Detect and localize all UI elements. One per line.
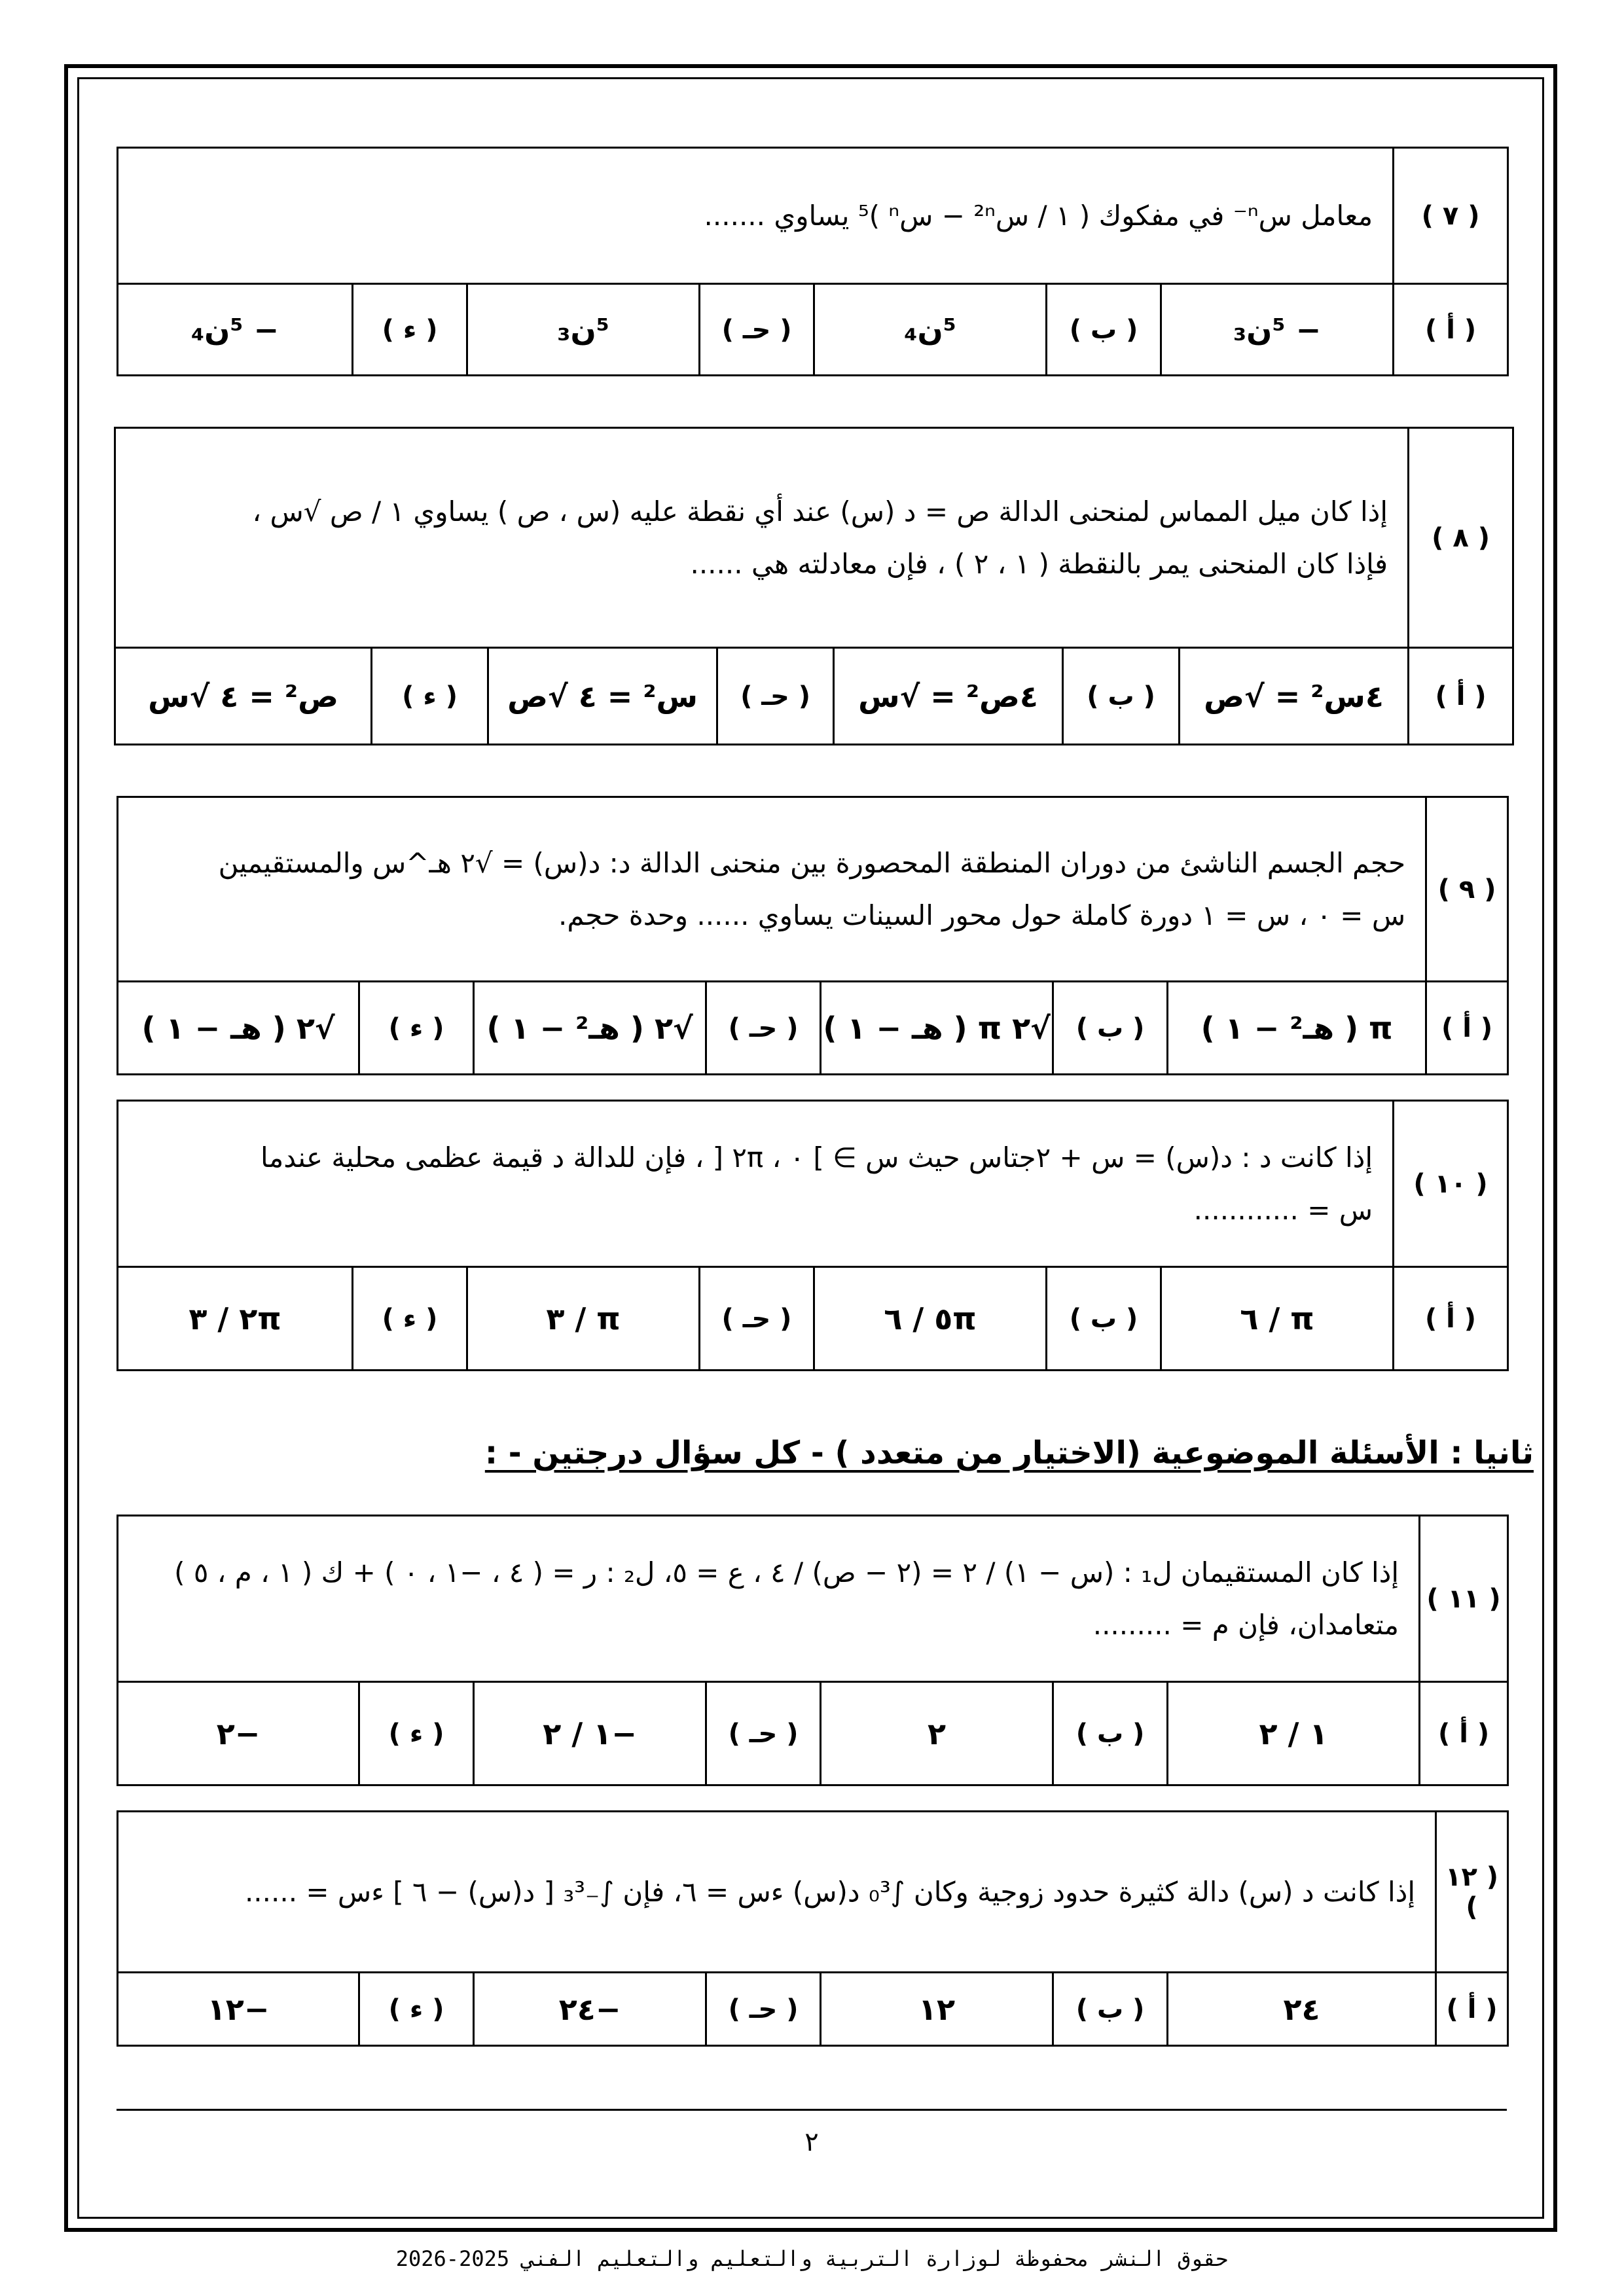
stem-line-2: س = ............ <box>1193 1193 1373 1226</box>
option-a[interactable]: ٤س² = √ص <box>1180 648 1409 745</box>
option-label-d: ( ء ) <box>359 982 474 1075</box>
stem-line-1: حجم الجسم الناشئ من دوران المنطقة المحصورة بين منحنى الدالة د: د(س) = √٢ هـ^س والمستقيمين <box>218 846 1406 879</box>
option-label-a: ( أ ) <box>1420 1682 1508 1785</box>
option-d[interactable]: − ⁵ن₄ <box>118 284 353 376</box>
question-number: ( ٩ ) <box>1426 797 1508 982</box>
section-title: ثانيا : الأسئلة الموضوعية (الاختيار من متعدد ) - كل سؤال درجتين - : <box>484 1435 1534 1471</box>
stem-line-2: متعامدان، فإن م = ......... <box>1092 1608 1399 1641</box>
option-label-a: ( أ ) <box>1409 648 1513 745</box>
option-d[interactable]: √٢ ( هـ − ١ ) <box>118 982 359 1075</box>
stem-line-1: إذا كانت د : د(س) = س + ٢جتاس حيث س ∋ ] ٠ ، ٢π [ ، فإن للدالة د قيمة عظمى محلية عندما <box>260 1141 1373 1174</box>
copyright-notice: حقوق النشر محفوظة لوزارة التربية والتعليم والتعليم الفني 2025-2026 <box>395 2246 1229 2271</box>
option-label-c: ( حـ ) <box>700 1267 814 1371</box>
option-label-c: ( حـ ) <box>706 982 821 1075</box>
question-10 <box>117 1100 1509 1371</box>
option-label-b: ( ب ) <box>1053 1973 1168 2046</box>
option-label-d: ( ء ) <box>353 1267 467 1371</box>
option-label-c: ( حـ ) <box>717 648 834 745</box>
question-number: ( ١١ ) <box>1420 1516 1508 1682</box>
question-number: ( ١٢ ) <box>1436 1812 1508 1973</box>
option-label-a: ( أ ) <box>1394 1267 1508 1371</box>
option-b[interactable]: ٥π / ٦ <box>814 1267 1047 1371</box>
option-b[interactable]: ⁵ن₄ <box>814 284 1047 376</box>
option-label-c: ( حـ ) <box>706 1973 821 2046</box>
question-11 <box>117 1515 1509 1786</box>
question-stem <box>118 1101 1394 1267</box>
option-b[interactable]: ١٢ <box>821 1973 1053 2046</box>
footer-divider <box>117 2109 1507 2111</box>
option-label-c: ( حـ ) <box>706 1682 821 1785</box>
option-label-d: ( ء ) <box>359 1682 474 1785</box>
option-c[interactable]: √٢ ( هـ² − ١ ) <box>474 982 706 1075</box>
option-b[interactable]: √٢ π ( هـ − ١ ) <box>821 982 1053 1075</box>
option-label-b: ( ب ) <box>1063 648 1180 745</box>
option-label-b: ( ب ) <box>1053 982 1168 1075</box>
option-a[interactable]: π / ٦ <box>1161 1267 1394 1371</box>
option-d[interactable]: −٢ <box>118 1682 359 1785</box>
option-label-d: ( ء ) <box>353 284 467 376</box>
option-a[interactable]: ٢٤ <box>1168 1973 1436 2046</box>
question-stem <box>118 797 1426 982</box>
option-label-b: ( ب ) <box>1053 1682 1168 1785</box>
question-8 <box>114 427 1514 745</box>
question-stem <box>115 428 1409 648</box>
option-c[interactable]: π / ٣ <box>467 1267 700 1371</box>
option-label-b: ( ب ) <box>1047 1267 1161 1371</box>
stem-line-1: إذا كان المستقيمان ل₁ : (س − ١) / ٢ = (٢ − ص) / ٤ ، ع = ٥، ل₂ : ر = ( ٤ ، −١ ، ٠ ) + ك ( ١ ، م ، ٥ ) <box>174 1556 1399 1588</box>
option-a[interactable]: π ( هـ² − ١ ) <box>1168 982 1426 1075</box>
question-number: ( ٨ ) <box>1409 428 1513 648</box>
option-label-a: ( أ ) <box>1426 982 1508 1075</box>
option-c[interactable]: −٢٤ <box>474 1973 706 2046</box>
stem-line-1: إذا كان ميل المماس لمنحنى الدالة ص = د (س) عند أي نقطة عليه (س ، ص ) يساوي ١ / ص √س ، <box>252 495 1388 528</box>
option-label-d: ( ء ) <box>359 1973 474 2046</box>
page-number: ٢ <box>804 2127 819 2157</box>
stem-line-2: س = ٠ ، س = ١ دورة كاملة حول محور السينات يساوي ...... وحدة حجم. <box>558 899 1406 931</box>
option-b[interactable]: ٤ص² = √س <box>834 648 1063 745</box>
option-label-a: ( أ ) <box>1436 1973 1508 2046</box>
question-stem: إذا كانت د (س) دالة كثيرة حدود زوجية وكان ∫₀³ د(س) ءس = ٦، فإن ∫₋₃³ [ د(س) − ٦ ] ءس = ...... <box>118 1812 1436 1973</box>
question-stem: معامل سⁿ⁻ في مفكوك ( ١ / س²ⁿ − سⁿ )⁵ يساوي ....... <box>118 148 1394 284</box>
question-12 <box>117 1810 1509 2047</box>
option-label-b: ( ب ) <box>1047 284 1161 376</box>
option-d[interactable]: ٢π / ٣ <box>118 1267 353 1371</box>
stem-line-2: فإذا كان المنحنى يمر بالنقطة ( ١ ، ٢ ) ، فإن معادلته هي ...... <box>690 547 1388 580</box>
option-c[interactable]: −١ / ٢ <box>474 1682 706 1785</box>
question-7 <box>117 147 1509 376</box>
option-label-d: ( ء ) <box>372 648 488 745</box>
option-label-c: ( حـ ) <box>700 284 814 376</box>
question-9 <box>117 796 1509 1075</box>
option-a[interactable]: ١ / ٢ <box>1168 1682 1420 1785</box>
question-number: ( ٧ ) <box>1394 148 1508 284</box>
question-number: ( ١٠ ) <box>1394 1101 1508 1267</box>
option-a[interactable]: − ⁵ن₃ <box>1161 284 1394 376</box>
option-c[interactable]: ⁵ن₃ <box>467 284 700 376</box>
question-stem <box>118 1516 1420 1682</box>
option-c[interactable]: س² = ٤ √ص <box>488 648 717 745</box>
option-label-a: ( أ ) <box>1394 284 1508 376</box>
option-d[interactable]: −١٢ <box>118 1973 359 2046</box>
option-d[interactable]: ص² = ٤ √س <box>115 648 372 745</box>
option-b[interactable]: ٢ <box>821 1682 1053 1785</box>
